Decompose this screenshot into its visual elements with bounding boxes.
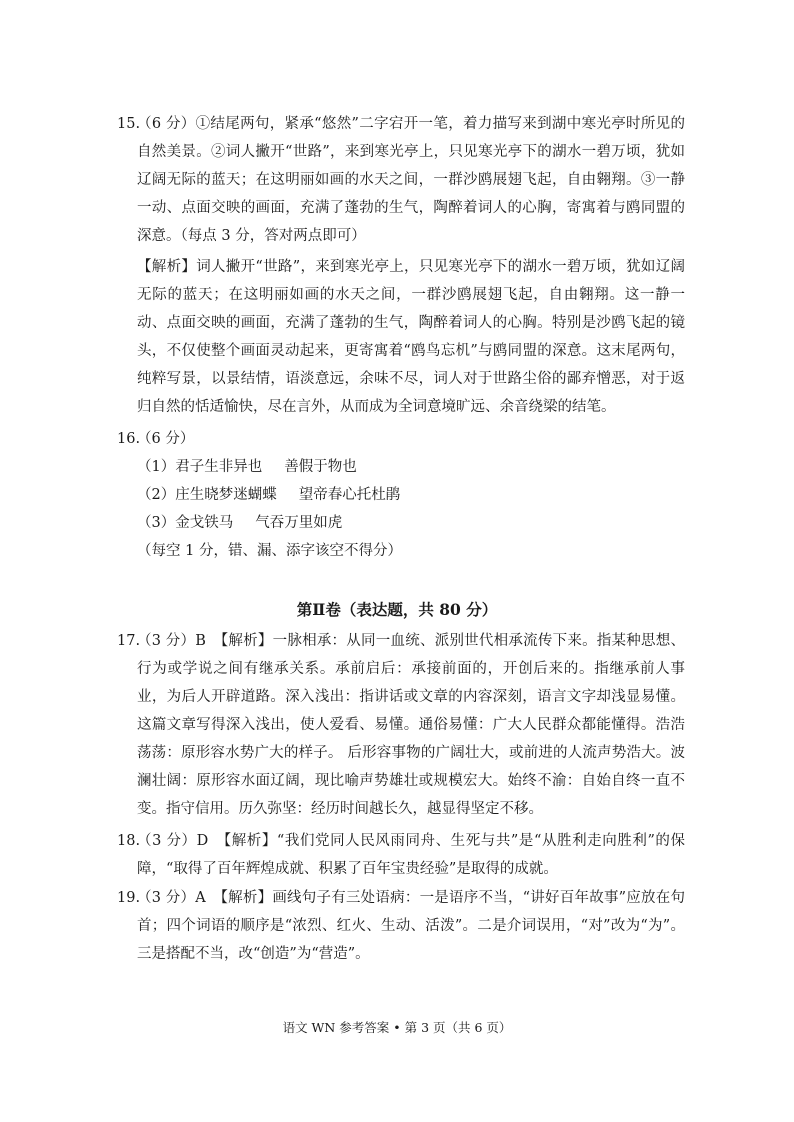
question-18 <box>117 827 685 883</box>
question-number: 17. <box>117 633 141 649</box>
q16-item-3-first: （3）金戈铁马 <box>137 515 234 531</box>
q16-item-2-second: 望帝春心托杜鹃 <box>298 487 401 503</box>
analysis-text: 【解析】词人撇开“世路”，来到寒光亭上，只见寒光亭下的湖水一碧万顷，犹如辽阔无际的蓝天；在这明丽如画的水天之间，一群沙鸥展翅飞起，自由翱翔。这一静一动、点面交映的画面，充满了蓬勃的生气，陶醉着词人的心胸。特别是沙鸥飞起的镜头，不仅使整个画面灵动起来，更寄寓着“鸥鸟忘机”与鸥同盟的深意。这末尾两句，纯粹写景，以景结情，语淡意远，余味不尽，词人对于世路尘俗的鄙弃憎恶，对于返归自然的恬适愉快，尽在言外，从而成为全词意境旷远、余音绕梁的结笔。 <box>137 259 685 415</box>
question-16 <box>117 425 685 453</box>
q16-item-3-second: 气吞万里如虎 <box>255 515 343 531</box>
question-15-analysis <box>117 253 685 421</box>
q16-note-text: （每空 1 分，错、漏、添字该空不得分） <box>137 543 402 559</box>
q16-item-1 <box>137 453 357 481</box>
q16-item-1-second: 善假于物也 <box>284 459 357 475</box>
question-15 <box>117 110 685 250</box>
question-16-score: （6 分） <box>137 431 195 447</box>
question-19-text: （3 分）A 【解析】画线句子有三处语病：一是语序不当，“讲好百年故事”应放在句首；四个词语的顺序是“浓烈、红火、生动、活泼”。二是介词误用，“对”改为“为”。三是搭配不当，改“创造”为“营造”。 <box>137 890 685 962</box>
question-19 <box>117 884 685 968</box>
q16-note <box>137 537 402 565</box>
question-number: 18. <box>117 833 141 849</box>
question-number: 15. <box>117 116 141 132</box>
q16-item-3 <box>137 509 342 537</box>
q16-item-2-first: （2）庄生晓梦迷蝴蝶 <box>137 487 277 503</box>
question-18-text: （3 分）D 【解析】“我们党同人民风雨同舟、生死与共”是“从胜利走向胜利”的保障，“取得了百年辉煌成就、积累了百年宝贵经验”是取得的成就。 <box>137 833 685 877</box>
q16-item-2 <box>137 481 400 509</box>
question-number: 19. <box>117 890 141 906</box>
question-number: 16. <box>117 431 141 447</box>
q16-item-1-first: （1）君子生非异也 <box>137 459 263 475</box>
question-17 <box>117 627 685 823</box>
page-footer: 语文 WN 参考答案 • 第 3 页（共 6 页） <box>282 1020 512 1035</box>
question-15-answer: （6 分）①结尾两句，紧承“悠然”二字宕开一笔，着力描写来到湖中寒光亭时所见的自然美景。②词人撇开“世路”，来到寒光亭上，只见寒光亭下的湖水一碧万顷，犹如辽阔无际的蓝天；在这明丽如画的水天之间，一群沙鸥展翅飞起，自由翱翔。③一静一动、点面交映的画面，充满了蓬勃的生气，陶醉着词人的心胸，寄寓着与鸥同盟的深意。（每点 3 分，答对两点即可） <box>137 116 685 244</box>
section-title: 第Ⅱ卷（表达题，共 80 分） <box>296 600 498 619</box>
question-17-text: （3 分）B 【解析】一脉相承：从同一血统、派别世代相承流传下来。指某种思想、行为或学说之间有继承关系。承前启后：承接前面的，开创后来的。指继承前人事业，为后人开辟道路。深入浅出：指讲话或文章的内容深刻，语言文字却浅显易懂。这篇文章写得深入浅出，使人爱看、易懂。通俗易懂：广大人民群众都能懂得。浩浩荡荡：原形容水势广大的样子。 后形容事物的广阔壮大，或前进的人流声势浩大。波澜壮阔：原形容水面辽阔，现比喻声势雄壮或规模宏大。始终不渝：自始自终一直不变。指守信用。历久弥坚：经历时间越长久，越显得坚定不移。 <box>137 633 685 817</box>
